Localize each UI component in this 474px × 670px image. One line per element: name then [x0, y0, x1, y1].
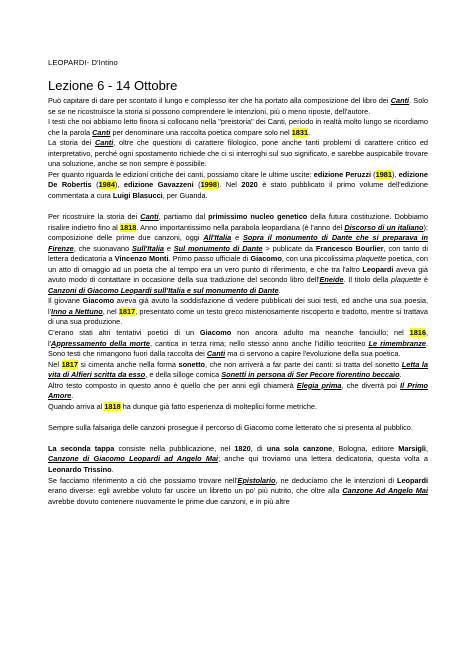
lesson-title: Lezione 6 - 14 Ottobre	[48, 78, 178, 93]
paragraph-13: Se facciamo riferimento a ciò che possiamo trovare nell'Epistolario, ne deduciamo che le intenzioni di Leopardi erano diverse: egli avrebbe voluto far uscire un libretto un po' più nutrito, che oltre alla Canzone Ad Angelo Mai avrebbe dovuto contenere nuovamente le prime due canzoni, e in più altre	[48, 475, 428, 506]
document-body	[48, 96, 428, 507]
paragraph-6: Il giovane Giacomo aveva già avuto la soddisfazione di vedere pubblicati dei suoi testi, ed anche una sua poesia, l'Inno a Nettuno, nel 1817, presentato come un testo greco misteriosamente riscoperto e tradotto, mentre si trattava di una sua produzione.	[48, 296, 429, 327]
paragraph-3: La storia dei Canti, oltre che questioni di carattere filologico, pone anche tanti problemi di carattere critico ed interpretativo, perché ogni spostamento richiede che ci si interroghi sul suo significato, e sarebbe auspicabile trovare una soluzione, anche se non sempre è possibile.	[48, 138, 428, 169]
paragraph-7: C'erano stati altri tentativi poetici di un Giacomo non ancora adulto ma neanche fanciullo; nel 1816, l'Appressamento della morte, cantica in terza rima; nello stesso anno anche l'idillio teocriteo Le rimembranze. Sono testi che rimangono fuori dalla raccolta dei Canti ma ci servono a capire l'evoluzione della sua poetica.	[48, 327, 429, 359]
paragraph-8: Nel 1817 si cimenta anche nella forma sonetto, che non arriverà a far parte dei canti: si tratta del sonetto Letta la vita di Alfieri scritta da esso, e della silloge comica Sonetti in persona di Ser Pecore fiorentino beccaio.	[48, 359, 428, 380]
paragraph-10: Quando arriva al 1818 ha dunque già fatto esperienza di molteplici forme metriche.	[48, 401, 318, 411]
paragraph-2: I testi che noi abbiamo letto finora si collocano nella "preistoria" dei Canti, periodo in realtà molto lungo se ricordiamo che la parola Canti per denominare una raccolta poetica compare solo nel 1831.	[48, 117, 428, 137]
paragraph-4: Per quanto riguarda le edizioni critiche dei canti, possiamo citare le ultime uscite: edizione Peruzzi (1981), edizione De Robertis (1984), edizione Gavazzeni (1998). Nel 2020 è stato pubblicato il primo volume dell'edizione commentata a cura Luigi Blasucci, per Guanda.	[48, 169, 428, 200]
paragraph-5: Per ricostruire la storia dei Canti, partiamo dal primissimo nucleo genetico della futura costituzione. Dobbiamo risalire indietro fino al 1818. Anno importantissimo nella parabola leopardiana (è l'anno del Discorso di un italiano); composizione delle prime due canzoni, oggi All'Italia e Sopra il monumento di Dante che si preparava in Firenze, che suonavano Sull'Italia e Sul monumento di Dante > publicate da Francesco Bourlier, con tanto di lettera dedicatoria a Vincenzo Monti. Primo passo ufficiale di Giacomo, con una piccolissima plaquette poetica, con un atto di omaggio ad un poeta che al tempo era un vero punto di riferimento, e che tra l'altro Leopardi aveva già avuto modo di contattare in occasione della sua traduzione del secondo libro dell'Eneide. Il titolo della plaquette è Canzoni di Giacomo Leopardi sull'Italia e sul monumento di Dante.	[48, 211, 429, 295]
paragraph-1: Può capitare di dare per scontato il lungo e complesso iter che ha portato alla composizione del libro dei Canti. Solo se se ne ricostruisce la storia si possono comprendere le intenzioni, più o meno riposte, dell'autore.	[48, 96, 428, 116]
paragraph-11: Sempre sulla falsariga delle canzoni prosegue il percorso di Giacomo come letterato che si presenta al pubblico.	[48, 422, 413, 432]
paragraph-12: La seconda tappa consiste nella pubblicazione, nel 1820, di una sola canzone, Bologna, editore Marsigli, Canzone di Giacomo Leopardi ad Angelo Mai; anche qui troviamo una lettera dedicatoria, questa volta a Leonardo Trissino.	[48, 443, 429, 474]
paragraph-9: Altro testo composto in questo anno è quello che per anni egli chiamerà Elegia prima, che diverrà poi Il Primo Amore.	[48, 380, 429, 401]
document-header: LEOPARDI- D'Intino	[48, 58, 118, 67]
